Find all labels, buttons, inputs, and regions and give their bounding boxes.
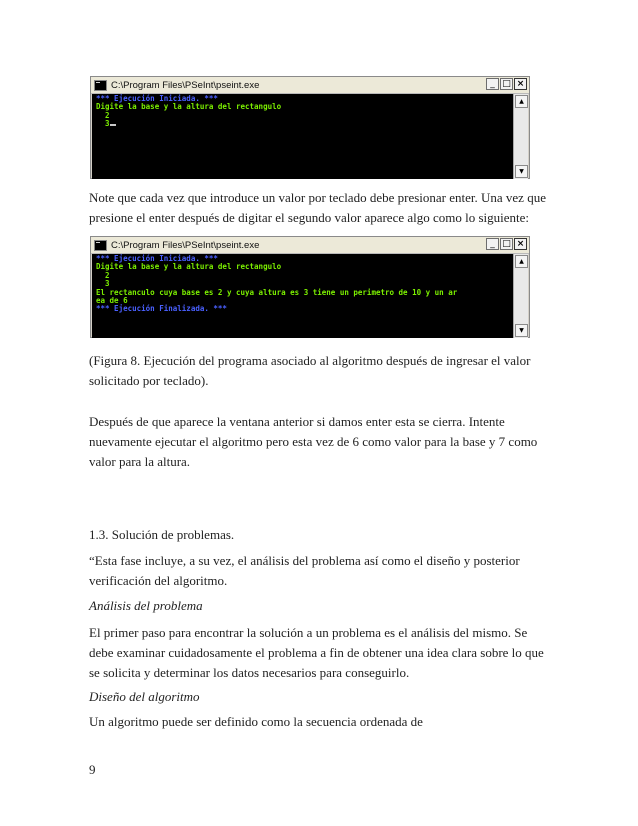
console-line: 3 [96,119,110,129]
close-button[interactable]: × [514,78,527,90]
console-output [92,94,528,179]
title-bar[interactable] [91,77,529,94]
scroll-up-icon[interactable]: ▲ [515,95,528,108]
console-app-icon [94,80,107,91]
paragraph: “Esta fase incluye, a su vez, el análisis del problema así como el diseño y posterior verificación del algoritmo. [89,553,520,588]
console-line: *** Ejecución Iniciada. *** [96,254,218,263]
paragraph: El primer paso para encontrar la solución a un problema es el análisis del mismo. Se debe examinar cuidadosamente el problema a fin de obtener una idea clara sobre lo que se solicita y determinar los datos necesarios para conseguirlo. [89,625,544,680]
console-window-2[interactable] [90,236,530,338]
subheading: Diseño del algoritmo [89,689,200,704]
title-bar[interactable] [91,237,529,254]
section-heading: 1.3. Solución de problemas. [89,527,235,542]
paragraph: Un algoritmo puede ser definido como la secuencia ordenada de [89,714,423,729]
console-line: *** Ejecución Iniciada. *** [96,94,218,103]
maximize-button[interactable]: □ [500,238,513,250]
vertical-scrollbar[interactable] [513,254,528,338]
scroll-up-icon[interactable]: ▲ [515,255,528,268]
maximize-button[interactable]: □ [500,78,513,90]
console-output [92,254,528,338]
scroll-down-icon[interactable]: ▼ [515,165,528,178]
close-button[interactable]: × [514,238,527,250]
figure-caption: (Figura 8. Ejecución del programa asociado al algoritmo después de ingresar el valor solicitado por teclado). [89,353,531,388]
console-line: 2 [96,110,110,120]
minimize-button[interactable]: _ [486,78,499,90]
console-app-icon [94,240,107,251]
subheading: Análisis del problema [89,598,203,613]
console-line: 3 [96,279,110,289]
console-line-with-cursor [96,120,512,128]
paragraph: Note que cada vez que introduce un valor por teclado debe presionar enter. Una vez que presione el enter después de digitar el segundo valor aparece algo como lo siguiente: [89,190,546,225]
page-number: 9 [89,762,96,777]
scroll-down-icon[interactable]: ▼ [515,324,528,337]
console-line: Digite la base y la altura del rectangulo [96,262,282,272]
console-line: *** Ejecución Finalizada. *** [96,304,227,314]
console-line: 2 [96,270,110,280]
paragraph: Después de que aparece la ventana anterior si damos enter esta se cierra. Intente nuevamente ejecutar el algoritmo pero esta vez de 6 como valor para la base y 7 como valor para la altura. [89,414,538,469]
minimize-button[interactable]: _ [486,238,499,250]
console-line: ea de 6 [96,296,128,306]
window-title: C:\Program Files\PSeInt\pseint.exe [111,239,260,251]
console-line: Digite la base y la altura del rectangulo [96,102,282,112]
vertical-scrollbar[interactable] [513,94,528,179]
text-cursor [110,124,116,126]
console-line: El rectanculo cuya base es 2 y cuya altura es 3 tiene un perimetro de 10 y un ar [96,287,458,297]
window-title: C:\Program Files\PSeInt\pseint.exe [111,79,260,91]
console-window-1[interactable] [90,76,530,179]
